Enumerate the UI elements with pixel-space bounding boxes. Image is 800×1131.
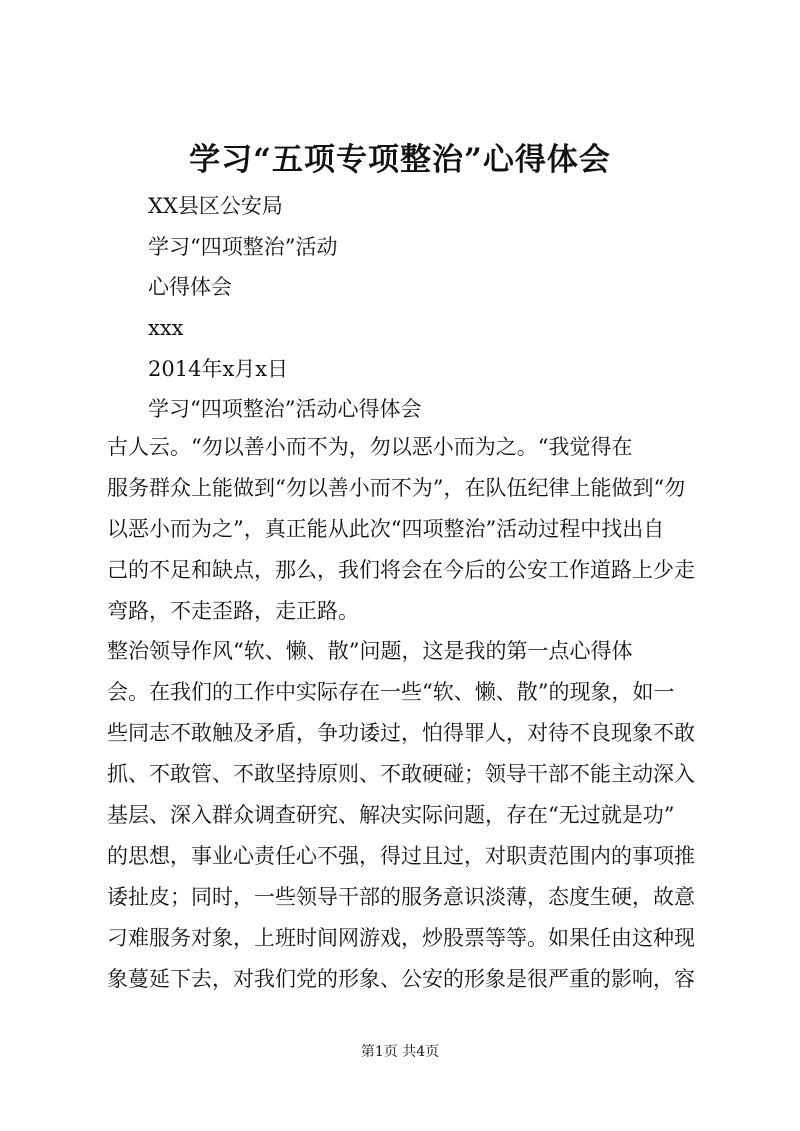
- header-line-activity: 学习“四项整治”活动: [148, 235, 338, 259]
- paragraph-2: [107, 631, 707, 1000]
- header-line-heading: 学习“四项整治”活动心得体会: [148, 397, 422, 421]
- header-line-subtitle: 心得体会: [148, 275, 232, 299]
- paragraph-1: [107, 427, 707, 632]
- paragraph-1-line: 服务群众上能做到“勿以善小而不为”，在队伍纪律上能做到“勿: [107, 476, 686, 500]
- header-line-date: 2014年x月x日: [148, 357, 289, 381]
- paragraph-1-line: 以恶小而为之”，真正能从此次“四项整治”活动过程中找出自: [107, 517, 665, 541]
- header-line-agency: XX县区公安局: [148, 194, 283, 218]
- paragraph-2-line: 抓、不敢管、不敢坚持原则、不敢硬碰；领导干部不能主动深入: [107, 762, 695, 786]
- paragraph-2-line: 些同志不敢触及矛盾，争功诿过，怕得罪人，对待不良现象不敢: [107, 721, 695, 745]
- paragraph-2-line: 象蔓延下去，对我们党的形象、公安的形象是很严重的影响，容: [107, 967, 695, 991]
- paragraph-2-line: 会。在我们的工作中实际存在一些“软、懒、散”的现象，如一: [107, 680, 675, 704]
- paragraph-1-line: 古人云。“勿以善小而不为，勿以恶小而为之。“我觉得在: [107, 435, 633, 459]
- header-line-author: xxx: [148, 316, 184, 340]
- paragraph-2-line: 的思想，事业心责任心不强，得过且过，对职责范围内的事项推: [107, 844, 695, 868]
- page-footer: 第1页 共4页: [360, 1044, 440, 1060]
- paragraph-2-line: 诿扯皮；同时，一些领导干部的服务意识淡薄，态度生硬，故意: [107, 885, 695, 909]
- paragraph-2-line: 刁难服务对象，上班时间网游戏，炒股票等等。如果任由这种现: [107, 926, 695, 950]
- paragraph-2-line: 基层、深入群众调查研究、解决实际问题，存在“无过就是功”: [107, 803, 675, 827]
- paragraph-1-line: 己的不足和缺点，那么，我们将会在今后的公安工作道路上少走: [107, 558, 695, 582]
- paragraph-1-line: 弯路，不走歪路，走正路。: [107, 599, 359, 623]
- document-title: 学习“五项专项整治”心得体会: [189, 142, 611, 178]
- paragraph-2-line: 整治领导作风“软、懒、散”问题，这是我的第一点心得体: [107, 639, 633, 663]
